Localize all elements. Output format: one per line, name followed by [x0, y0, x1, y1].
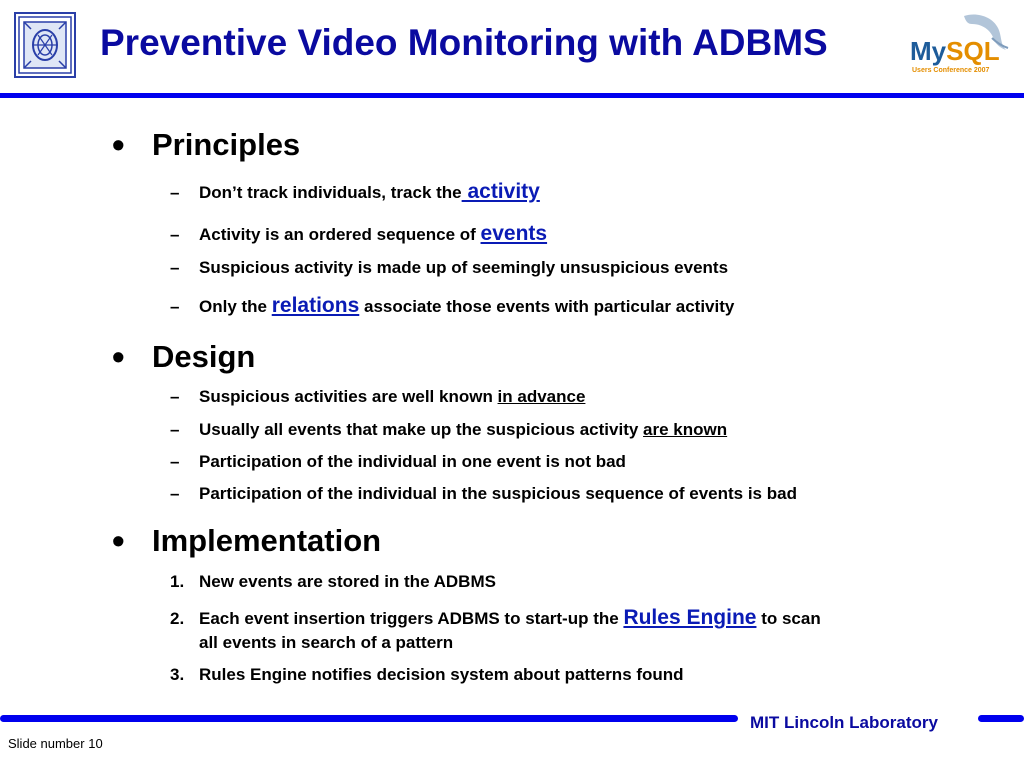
- list-item: [170, 484, 797, 504]
- footer-divider-right: [978, 715, 1024, 722]
- item-text: New events are stored in the ADBMS: [199, 572, 496, 591]
- lincoln-lab-logo-icon: [14, 12, 76, 78]
- dash-marker: –: [170, 387, 180, 406]
- bullet-principles: [112, 122, 300, 164]
- item-text: Don’t track individuals, track the: [199, 183, 462, 202]
- slide-number: Slide number 10: [8, 736, 103, 751]
- item-text: Usually all events that make up the suspicious activity: [199, 420, 644, 439]
- number-marker: 3.: [170, 665, 185, 684]
- section-heading: Implementation: [152, 523, 382, 558]
- item-text: Rules Engine notifies decision system about patterns found: [199, 665, 684, 684]
- numbered-item: [170, 606, 821, 630]
- item-text: Suspicious activity is made up of seemingly unsuspicious events: [199, 258, 729, 277]
- section-heading: Design: [152, 339, 256, 374]
- number-marker: 2.: [170, 609, 185, 628]
- dash-marker: –: [170, 225, 180, 244]
- title-divider: [0, 93, 1024, 98]
- mysql-conference-logo: [906, 10, 1014, 82]
- bullet-icon: •: [112, 520, 125, 561]
- bullet-design: [112, 334, 255, 376]
- item-text: Participation of the individual in the suspicious sequence of events is bad: [199, 484, 797, 503]
- number-marker: 1.: [170, 572, 185, 591]
- dash-marker: –: [170, 452, 180, 471]
- dash-marker: –: [170, 297, 180, 316]
- bullet-icon: •: [112, 124, 125, 165]
- list-item: [170, 420, 727, 440]
- numbered-item: [170, 665, 684, 685]
- list-item: [170, 180, 540, 204]
- hyperlink-rules-engine[interactable]: Rules Engine: [623, 606, 757, 629]
- footer-lab-name: MIT Lincoln Laboratory: [750, 713, 938, 732]
- list-item: [170, 258, 728, 278]
- section-heading: Principles: [152, 127, 301, 162]
- hyperlink-activity[interactable]: activity: [461, 180, 540, 203]
- conference-subtitle: Users Conference 2007: [912, 67, 990, 74]
- item-text: Only the: [199, 297, 272, 316]
- list-item: [170, 452, 626, 472]
- underlined-text: are known: [643, 420, 728, 439]
- underlined-text: in advance: [497, 387, 586, 406]
- numbered-item: [170, 572, 496, 592]
- dash-marker: –: [170, 484, 180, 503]
- dash-marker: –: [170, 183, 180, 202]
- mysql-wordmark: MySQL: [910, 36, 1000, 66]
- item-text: to scan: [756, 609, 821, 628]
- footer-divider-left: [0, 715, 738, 722]
- bullet-icon: •: [112, 336, 125, 377]
- lincoln-lab-logo: [14, 12, 76, 78]
- numbered-item-continuation: all events in search of a pattern: [199, 633, 454, 652]
- dash-marker: –: [170, 420, 180, 439]
- hyperlink-relations[interactable]: relations: [271, 294, 360, 317]
- slide-title: Preventive Video Monitoring with ADBMS: [100, 22, 828, 63]
- item-text: Each event insertion triggers ADBMS to start-up the: [199, 609, 624, 628]
- dash-marker: –: [170, 258, 180, 277]
- item-text: Participation of the individual in one event is not bad: [199, 452, 626, 471]
- list-item: [170, 294, 734, 318]
- hyperlink-events[interactable]: events: [480, 222, 548, 245]
- list-item: [170, 387, 585, 407]
- bullet-implementation: [112, 518, 381, 560]
- item-text: associate those events with particular activity: [359, 297, 735, 316]
- item-text: Suspicious activities are well known: [199, 387, 498, 406]
- list-item: [170, 222, 547, 246]
- item-text: Activity is an ordered sequence of: [199, 225, 481, 244]
